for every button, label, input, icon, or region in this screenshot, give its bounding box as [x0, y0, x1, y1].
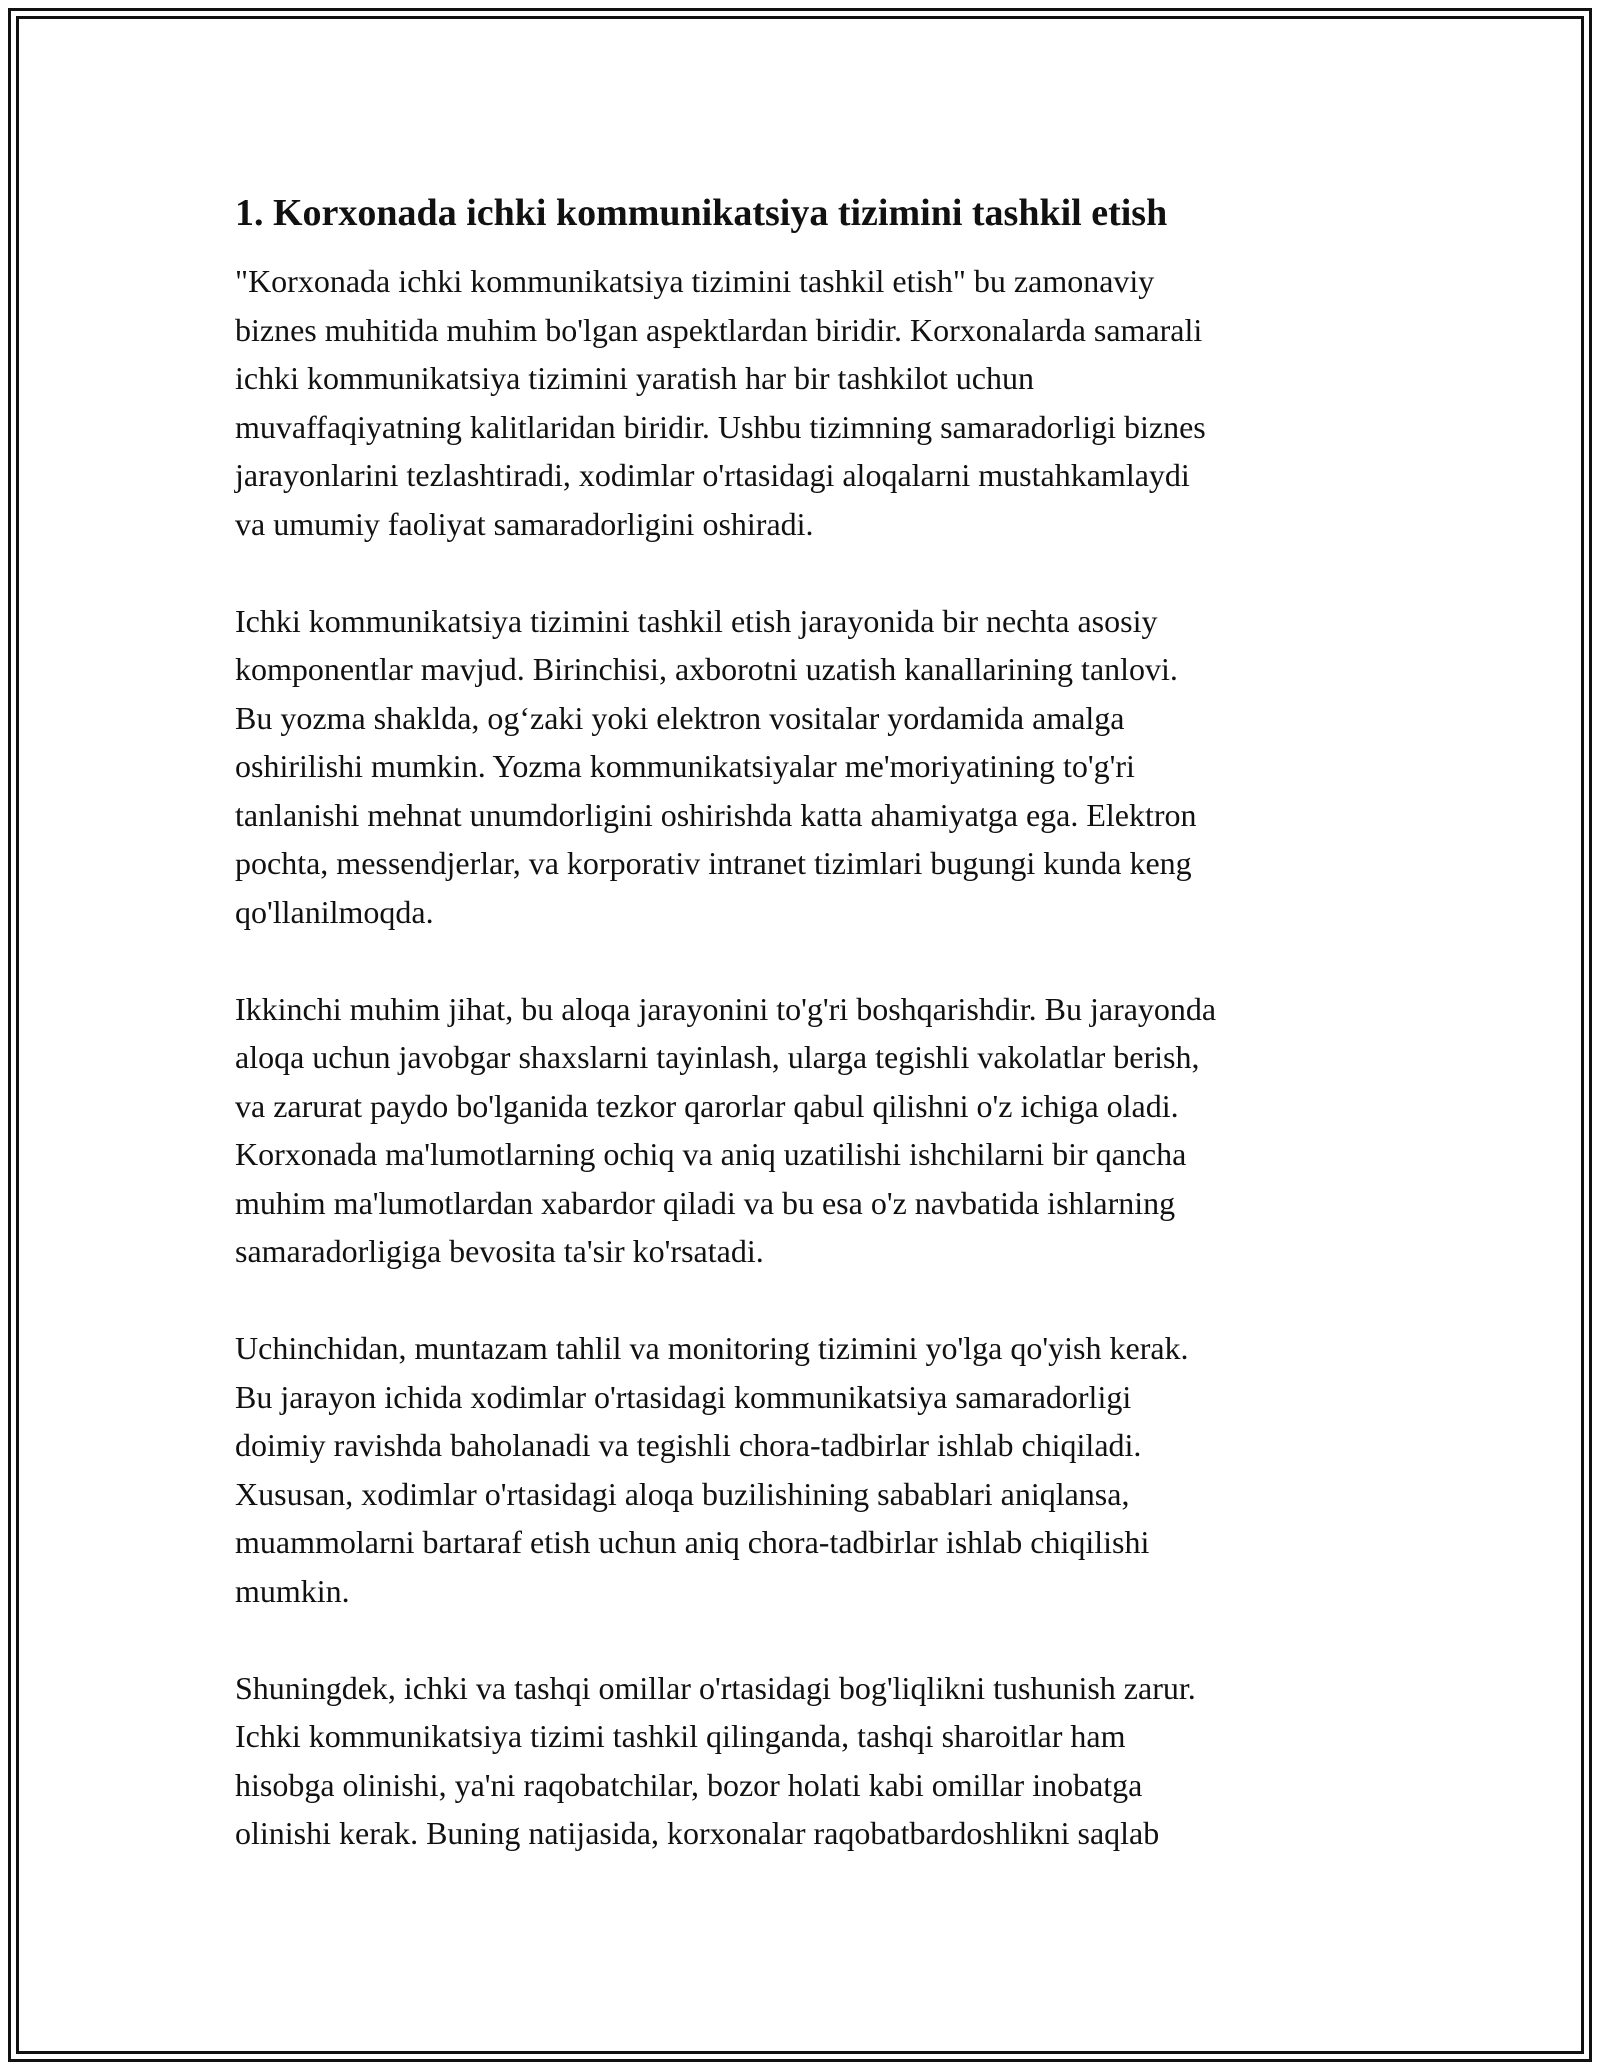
paragraph-3: Ikkinchi muhim jihat, bu aloqa jarayonini to'g'ri boshqarishdir. Bu jarayonda aloqa uchun javobgar shaxslarni tayinlash, ularga tegishli vakolatlar berish, va zarurat paydo bo'lganida tezkor qarorlar qabul qilishni o'z ichiga oladi. Korxonada ma'lumotlarning ochiq va aniq uzatilishi ishchilarni bir qancha muhim ma'lumotlardan xabardor qiladi va bu esa o'z navbatida ishlarning samaradorligiga bevosita ta'sir ko'rsatadi. [235, 990, 1217, 1269]
section-heading: 1. Korxonada ichki kommunikatsiya tizimini tashkil etish [235, 192, 1168, 234]
paragraph-2: Ichki kommunikatsiya tizimini tashkil etish jarayonida bir nechta asosiy komponentlar mavjud. Birinchisi, axborotni uzatish kanallarining tanlovi. Bu yozma shaklda, og‘zaki yoki elektron vositalar yordamida amalga oshirilishi mumkin. Yozma kommunikatsiyalar me'moriyatining to'g'ri tanlanishi mehnat unumdorligini oshirishda katta ahamiyatga ega. Elektron pochta, messendjerlar, va korporativ intranet tizimlari bugungi kunda keng qo'llanilmoqda. [235, 602, 1197, 930]
paragraph-4: Uchinchidan, muntazam tahlil va monitoring tizimini yo'lga qo'yish kerak. Bu jarayon ichida xodimlar o'rtasidagi kommunikatsiya samaradorligi doimiy ravishda baholanadi va tegishli chora-tadbirlar ishlab chiqiladi. Xususan, xodimlar o'rtasidagi aloqa buzilishining sabablari aniqlansa, muammolarni bartaraf etish uchun aniq chora-tadbirlar ishlab chiqilishi mumkin. [235, 1330, 1189, 1609]
document-body [235, 187, 1375, 1906]
paragraph-1: "Korxonada ichki kommunikatsiya tizimini tashkil etish" bu zamonaviy biznes muhitida muhim bo'lgan aspektlardan biridir. Korxonalarda samarali ichki kommunikatsiya tizimini yaratish har bir tashkilot uchun muvaffaqiyatning kalitlaridan biridir. Ushbu tizimning samaradorligi biznes jarayonlarini tezlashtiradi, xodimlar o'rtasidagi aloqalarni mustahkamlaydi va umumiy faoliyat samaradorligini oshiradi. [235, 263, 1206, 542]
paragraph-5: Shuningdek, ichki va tashqi omillar o'rtasidagi bog'liqlikni tushunish zarur. Ichki kommunikatsiya tizimi tashkil qilinganda, tashqi sharoitlar ham hisobga olinishi, ya'ni raqobatchilar, bozor holati kabi omillar inobatga olinishi kerak. Buning natijasida, korxonalar raqobatbardoshlikni saqlab [235, 1669, 1196, 1851]
